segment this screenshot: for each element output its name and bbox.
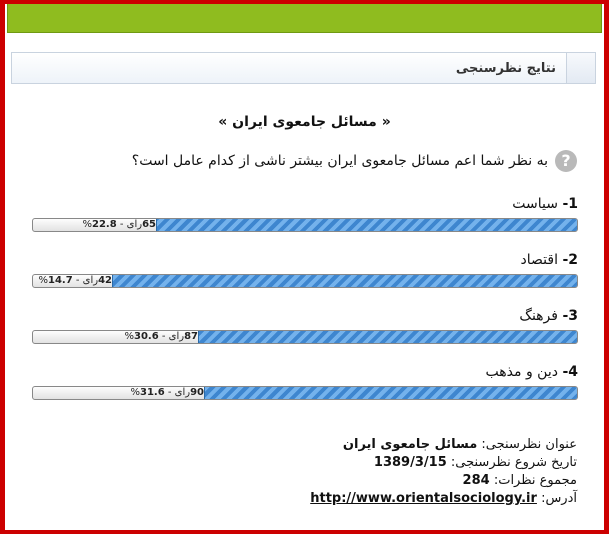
poll-option-label <box>486 364 578 380</box>
poll-option-votes-unit: رای <box>168 331 185 342</box>
poll-option-bar-fill <box>112 275 577 287</box>
poll-option <box>32 308 578 348</box>
poll-option-separator: - <box>164 387 175 398</box>
poll-option <box>32 252 578 292</box>
poll-info-title-label: عنوان نظرسنجی: <box>481 437 577 452</box>
poll-option-text: اقتصاد <box>520 252 558 268</box>
poll-option-percent-sign: % <box>124 331 134 342</box>
results-header <box>11 52 596 84</box>
poll-option-votes: 42 <box>98 275 112 286</box>
poll-option-votes: 87 <box>184 331 198 342</box>
poll-option-text: دین و مذهب <box>485 364 558 380</box>
poll-info-title-value: مسائل جامعوی ایران <box>342 437 478 452</box>
poll-question: به نظر شما اعم مسائل جامعوی ایران بیشتر ناشی از کدام عامل است؟ <box>131 153 548 169</box>
poll-results-panel <box>5 4 604 530</box>
poll-option <box>32 196 578 236</box>
poll-option-bar-fill <box>204 387 577 399</box>
poll-option <box>32 364 578 404</box>
header-corner-decoration <box>566 53 595 83</box>
poll-option-number: 1- <box>562 196 578 212</box>
poll-option-number: 2- <box>562 252 578 268</box>
poll-option-label <box>512 196 578 212</box>
poll-info-address-link[interactable]: http://www.orientalsociology.ir <box>310 491 537 506</box>
poll-info-title-row <box>310 436 577 454</box>
poll-option-bar <box>32 218 578 232</box>
poll-info-start-value: 1389/3/15 <box>373 455 447 470</box>
poll-option-number: 3- <box>562 308 578 324</box>
poll-option-percent-sign: % <box>38 275 48 286</box>
poll-info-address-label: آدرس: <box>541 491 577 506</box>
poll-option-percent-sign: % <box>130 387 140 398</box>
poll-option-label <box>521 252 578 268</box>
poll-option-bar <box>32 330 578 344</box>
poll-info-address-row <box>310 490 577 508</box>
poll-option-bar <box>32 274 578 288</box>
poll-info-start-row <box>310 454 577 472</box>
poll-option-bar-text <box>124 330 199 344</box>
poll-option-text: سیاست <box>512 196 558 212</box>
poll-option-votes: 65 <box>142 219 156 230</box>
poll-option-percent: 22.8 <box>91 219 117 230</box>
poll-option-percent: 31.6 <box>139 387 165 398</box>
poll-option-percent: 14.7 <box>47 275 73 286</box>
poll-info-total-value: 284 <box>462 473 490 488</box>
poll-option-bar <box>32 386 578 400</box>
poll-option-bar-text <box>38 274 113 288</box>
poll-option-separator: - <box>158 331 169 342</box>
poll-option-percent-sign: % <box>82 219 92 230</box>
top-banner-bar <box>7 4 602 33</box>
poll-info <box>310 436 577 508</box>
poll-info-start-label: تاریخ شروع نظرسنجی: <box>450 455 577 470</box>
poll-option-votes-unit: رای <box>82 275 99 286</box>
poll-option-text: فرهنگ <box>519 308 558 324</box>
poll-option-bar-fill <box>198 331 577 343</box>
poll-option-label <box>519 308 578 324</box>
poll-option-separator: - <box>116 219 127 230</box>
poll-option-bar-text <box>130 386 205 400</box>
poll-option-votes-unit: رای <box>126 219 143 230</box>
results-header-title: نتایج نظرسنجی <box>455 61 556 76</box>
poll-option-bar-fill <box>156 219 577 231</box>
poll-option-percent: 30.6 <box>133 331 159 342</box>
poll-info-total-row <box>310 472 577 490</box>
poll-option-separator: - <box>72 275 83 286</box>
poll-title: « مسائل جامعوی ایران » <box>218 114 391 130</box>
question-mark-icon: ? <box>555 150 577 172</box>
poll-option-votes-unit: رای <box>174 387 191 398</box>
poll-option-bar-text <box>82 218 157 232</box>
poll-info-total-label: مجموع نظرات: <box>493 473 577 488</box>
poll-option-votes: 90 <box>190 387 204 398</box>
poll-option-number: 4- <box>562 364 578 380</box>
